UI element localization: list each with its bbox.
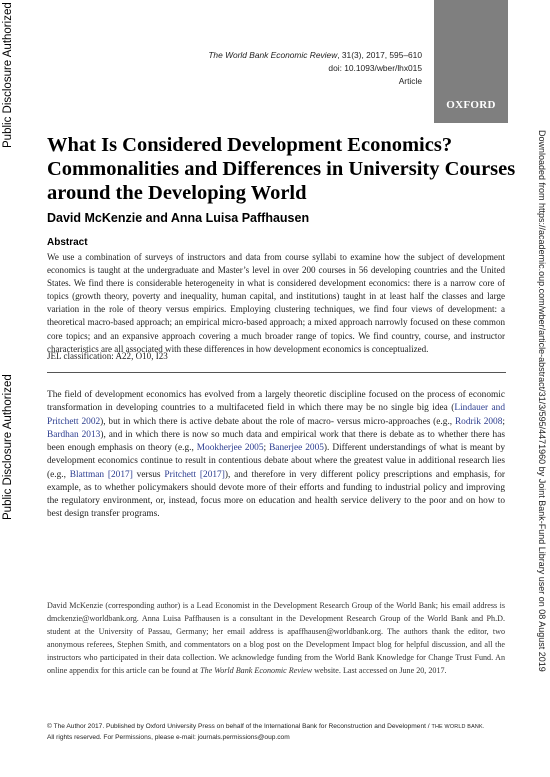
copyright-notice	[47, 722, 517, 743]
abstract-text: We use a combination of surveys of instructors and data from course syllabi to examine how the subject of development economics is taught at the undergraduate and Master’s level in over 200 courses in 56 developing countries and the United States. We find there is considerable heterogeneity in what is considered development economics: there is a narrow core of topics (growth theory, poverty and inequality, human capital, and institutions) taught in at least half the classes and large variation in the role of theory versus empirics. Employing clustering techniques, we find four views of development: a theoretical macro-based approach; an empirical micro-based approach; a mixed approach narrowly focused on these common core topics; and an expansive approach covering a much broader range of topics. We find country, course, and instructor characteristics are all associated with these differences in how development economics is conceptualized.	[47, 252, 505, 354]
body-text: versus	[132, 469, 165, 480]
journal-name: The World Bank Economic Review	[208, 50, 338, 60]
citation-link[interactable]: Banerjee 2005	[269, 443, 324, 453]
title-line-1: What Is Considered Development Economics?	[47, 134, 453, 156]
jel-classification: JEL classification: A22, O10, I23	[47, 351, 168, 361]
footnote-text: website. Last accessed on June 20, 2017.	[312, 665, 447, 675]
copyright-line-1: © The Author 2017. Published by Oxford University Press on behalf of the International Bank for Reconstruction and Development /	[47, 723, 432, 730]
oxford-logo: OXFORD	[446, 99, 496, 111]
citation-link[interactable]: Bardhan 2013	[47, 429, 101, 440]
journal-header	[208, 49, 422, 88]
article-title	[47, 133, 517, 205]
intro-paragraph	[47, 389, 505, 522]
footnote-text: David McKenzie (corresponding author) is a Lead Economist in the Development Research Group of the World Bank; his email address is dmckenzie@worldbank.org. Anna Luisa Paffhausen is a consultant in the Development Research Group of the World Bank and Ph.D. student at the University of Passau, Germany; her email address is apaffhausen@worldbank.org. The authors thank the editor, two anonymous referees, Stephen Smith, and commentators on a blog post on the Development Impact blog for helpful discussion, and all the instructors who participated in their data collection. We acknowledge funding from the World Bank Knowledge for Change Trust Fund. An online appendix for this article can be found at	[47, 601, 505, 675]
disclosure-stamp-top: Public Disclosure Authorized	[2, 2, 14, 148]
citation-link[interactable]: Blattman [2017]	[69, 469, 133, 480]
citation-link[interactable]: Pritchett [2017]	[164, 469, 225, 480]
copyright-line-2: All rights reserved. For Permissions, please e-mail: journals.permissions@oup.com	[47, 733, 290, 741]
authors: David McKenzie and Anna Luisa Paffhausen	[47, 211, 310, 225]
citation-link[interactable]: Mookherjee 2005	[196, 443, 264, 453]
body-text: ;	[502, 416, 506, 427]
left-margin	[0, 0, 18, 777]
publisher-logo-block	[434, 0, 508, 123]
journal-citation	[208, 49, 422, 62]
journal-doi[interactable]: doi: 10.1093/wber/lhx015	[328, 63, 422, 73]
body-text: ), and therefore in very different policy prescriptions and emphasis, for example, as to whether policymakers should devote more of their efforts and funding to industrial policy and improving the regulatory environment, or, instead, focus more on education and health service delivery to the poor and on how to best design transfer programs.	[47, 469, 506, 520]
title-line-3: around the Developing World	[47, 182, 307, 204]
copyright-world-bank: THE WORLD BANK.	[431, 724, 485, 730]
citation-link[interactable]: Lindauer and Pritchett 2002	[47, 403, 505, 427]
section-divider	[47, 372, 506, 373]
abstract-heading: Abstract	[47, 237, 88, 248]
body-text: ), and in which there is now so much data and empirical work that there is debate as to whether there has been enough emphasis on theory (e.g.,	[47, 429, 505, 453]
article-type: Article	[398, 76, 422, 86]
journal-volume: , 31(3), 2017, 595–610	[337, 50, 422, 60]
body-text: ), but in which there is active debate about the role of macro- versus micro-approaches (e.g.,	[100, 416, 455, 427]
body-text: ;	[263, 443, 270, 453]
author-footnote	[47, 600, 505, 677]
disclosure-stamp-bottom: Public Disclosure Authorized	[2, 374, 14, 520]
title-line-2: Commonalities and Differences in University Courses	[47, 158, 516, 180]
body-text: ). Different understandings of what is meant by development economics continue to result in contentious debate about where the greatest value in additional research lies (e.g.,	[47, 443, 505, 480]
download-note: Downloaded from https://academic.oup.com/wber/article-abstract/31/3/595/4471960 by Joint Bank-Fund Library user on 08 August 2019	[537, 130, 547, 672]
footnote-journal-name: The World Bank Economic Review	[200, 665, 313, 675]
citation-link[interactable]: Rodrik 2008	[454, 416, 503, 427]
body-text: The field of development economics has evolved from a largely theoretic discipline focused on the process of economic transformation in developing countries to a multifaceted field in which there may be no single big idea (	[47, 390, 505, 414]
